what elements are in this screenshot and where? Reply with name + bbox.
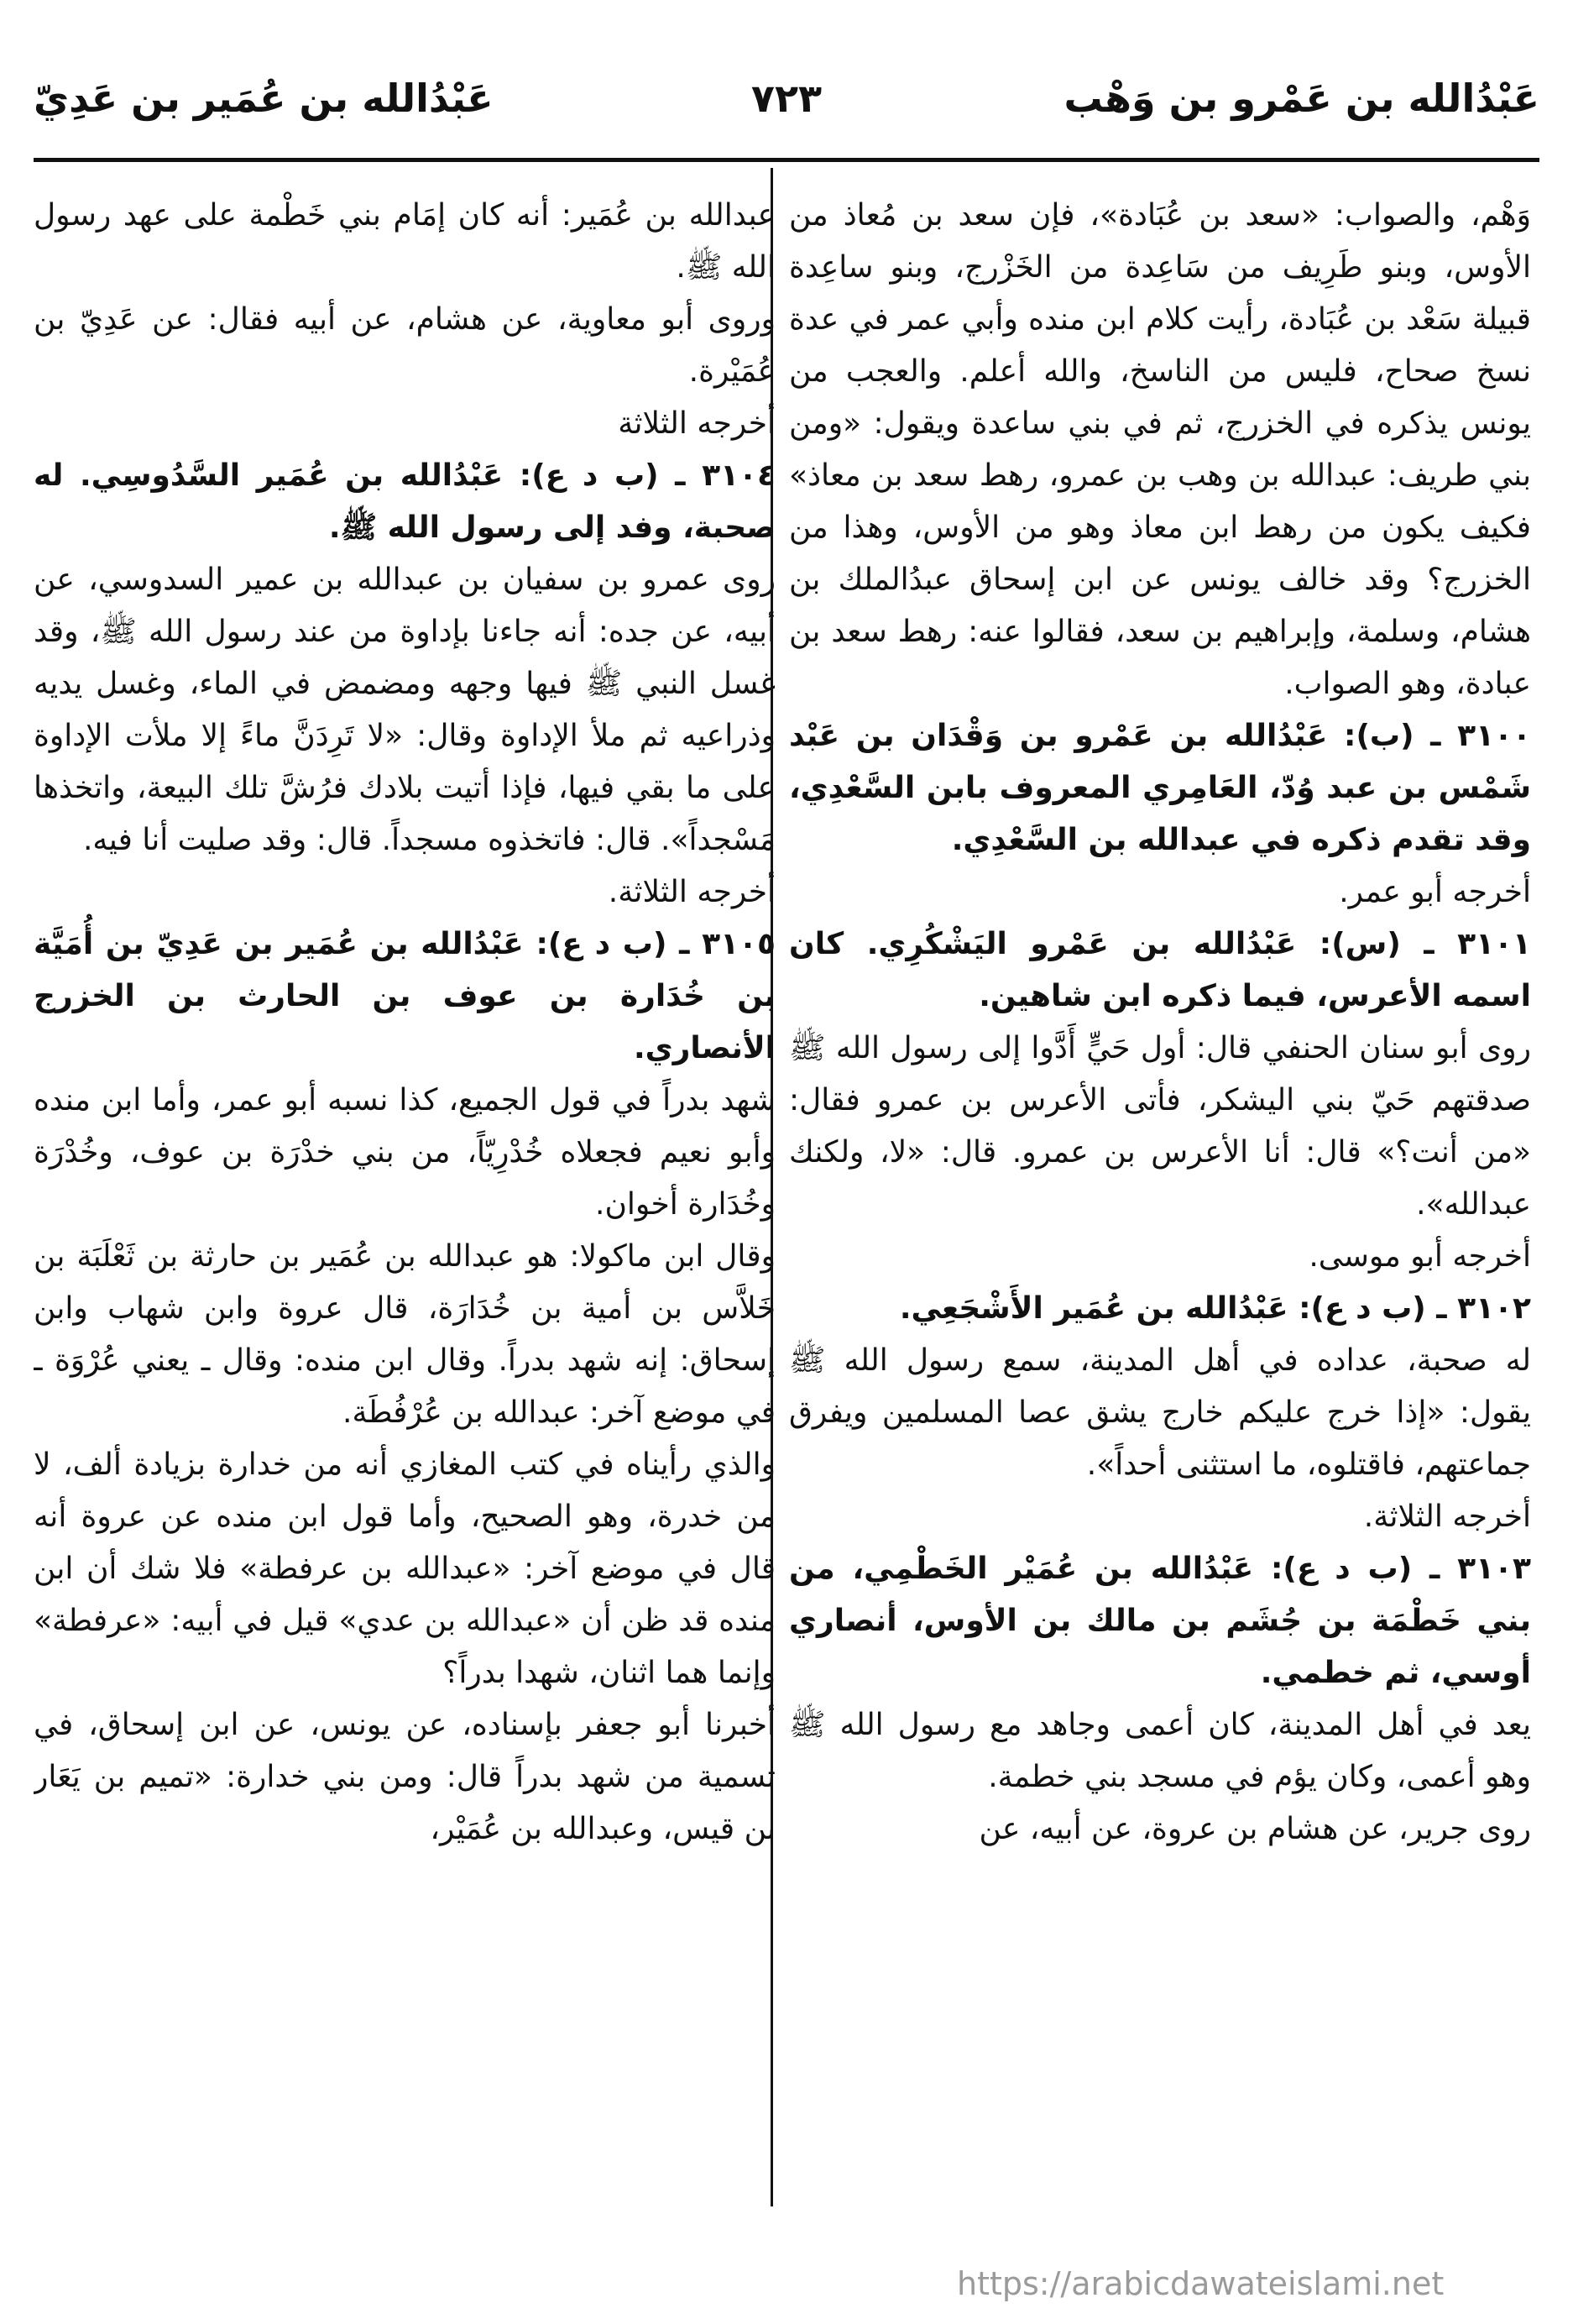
paragraph: روى عمرو بن سفيان بن عبدالله بن عمير السدوسي، عن أبيه، عن جده: أنه جاءنا بإداوة من عند رسول الله ﷺ، وقد غسل النبي ﷺ فيها وجهه ومضمض في الماء، وغسل يديه وذراعيه ثم ملأ الإداوة وقال: «لا تَرِدَنَّ ماءً إلا ملأت الإداوة على ما بقي فيها، فإذا أتيت بلادك فرُشَّ تلك البيعة، واتخذها مَسْجداً». قال: فاتخذوه مسجداً. قال: وقد صليت أنا فيه. xyxy=(34,563,776,857)
paragraph: أخرجه أبو موسى. xyxy=(1309,1239,1531,1274)
page-number: ٧٢٣ xyxy=(750,76,823,121)
paragraph: له صحبة، عداده في أهل المدينة، سمع رسول الله ﷺ يقول: «إذا خرج عليكم خارج يشق عصا المسلمين ويفرق جماعتهم، فاقتلوه، ما استثنى أحداً». xyxy=(789,1343,1531,1482)
running-title-right: عَبْدُالله بن عَمْرو بن وَهْب xyxy=(1063,76,1539,121)
entry-heading: ٣١٠٥ ـ (ب د ع): عَبْدُالله بن عُمَير بن عَدِيّ بن أُمَيَّة بن خُدَارة بن عوف بن الحارث بن الخزرج الأنصاري. xyxy=(34,927,776,1065)
paragraph: شهد بدراً في قول الجميع، كذا نسبه أبو عمر، وأما ابن منده وأبو نعيم فجعلاه خُدْرِيّاً، من بني خدْرَة بن عوف، وخُدْرَة وخُدَارة أخوان. xyxy=(34,1083,776,1222)
paragraph: وَهْم، والصواب: «سعد بن عُبَادة»، فإن سعد بن مُعاذ من الأوس، وبنو طَرِيف من سَاعِدة من الخَزْرج، وبنو ساعِدة قبيلة سَعْد بن عُبَادة، رأيت كلام ابن منده وأبي عمر في عدة نسخ صحاح، فليس من الناسخ، والله أعلم. والعجب من يونس يذكره في الخزرج، ثم في بني ساعدة ويقول: «ومن بني طريف: عبدالله بن وهب بن عمرو، رهط سعد بن معاذ» فكيف يكون من رهط ابن معاذ وهو من الأوس، وهذا من الخزرج؟ وقد خالف يونس عن ابن إسحاق عبدُالملك بن هشام، وسلمة، وإبراهيم بن سعد، فقالوا عنه: رهط سعد بن عبادة، وهو الصواب. xyxy=(789,198,1531,701)
entry-heading: ٣١٠١ ـ (س): عَبْدُالله بن عَمْرو اليَشْكُرِي. كان اسمه الأعرس، فيما ذكره ابن شاهين. xyxy=(789,927,1531,1013)
paragraph: وروى أبو معاوية، عن هشام، عن أبيه فقال: عن عَدِيّ بن عُمَيْرة. xyxy=(34,302,776,389)
paragraph: أخرجه الثلاثة xyxy=(618,406,776,441)
paragraph: عبدالله بن عُمَير: أنه كان إمَام بني خَطْمة على عهد رسول الله ﷺ. xyxy=(34,198,776,285)
paragraph: روى أبو سنان الحنفي قال: أول حَيٍّ أَدَّوا إلى رسول الله ﷺ صدقتهم حَيّ بني اليشكر، فأتى الأعرس بن عمرو فقال: «من أنت؟» قال: أنا الأعرس بن عمرو. قال: «لا، ولكنك عبدالله». xyxy=(789,1031,1531,1222)
header-rule xyxy=(34,158,1539,162)
page-header xyxy=(34,76,1539,151)
right-column xyxy=(789,190,1531,2206)
entry-heading: ٣١٠٢ ـ (ب د ع): عَبْدُالله بن عُمَير الأَشْجَعِي. xyxy=(899,1291,1531,1326)
paragraph: يعد في أهل المدينة، كان أعمى وجاهد مع رسول الله ﷺ وهو أعمى، وكان يؤم في مسجد بني خطمة. xyxy=(789,1708,1531,1794)
paragraph: أخبرنا أبو جعفر بإسناده، عن يونس، عن ابن إسحاق، في تسمية من شهد بدراً قال: ومن بني خدارة: «تميم بن يَعَار بن قيس، وعبدالله بن عُمَيْر، xyxy=(34,1708,776,1846)
running-title-left: عَبْدُالله بن عُمَير بن عَدِيّ xyxy=(34,76,494,121)
entry-heading: ٣١٠٤ ـ (ب د ع): عَبْدُالله بن عُمَير السَّدُوسِي. له صحبة، وفد إلى رسول الله ﷺ. xyxy=(34,458,776,545)
paragraph: روى جرير، عن هشام بن عروة، عن أبيه، عن xyxy=(979,1812,1531,1846)
watermark: https://arabicdawateislami.net xyxy=(957,2265,1445,2302)
paragraph: أخرجه الثلاثة. xyxy=(1363,1500,1531,1534)
paragraph: أخرجه الثلاثة. xyxy=(608,875,776,909)
paragraph: وقال ابن ماكولا: هو عبدالله بن عُمَير بن حارثة بن ثَعْلَبَة بن خَلاَّس بن أمية بن خُدَارَة، قال عروة وابن شهاب وابن إسحاق: إنه شهد بدراً. وقال ابن منده: وقال ـ يعني عُرْوَة ـ في موضع آخر: عبدالله بن عُرْفُطَة. xyxy=(34,1239,776,1430)
entry-heading: ٣١٠٠ ـ (ب): عَبْدُالله بن عَمْرو بن وَقْدَان بن عَبْد شَمْس بن عبد وُدّ، العَامِري المعروف بابن السَّعْدِي، وقد تقدم ذكره في عبدالله بن السَّعْدِي. xyxy=(789,719,1531,857)
paragraph: والذي رأيناه في كتب المغازي أنه من خدارة بزيادة ألف، لا من خدرة، وهو الصحيح، وأما قول ابن منده عن عروة أنه قال في موضع آخر: «عبدالله بن عرفطة» فلا شك أن ابن منده قد ظن أن «عبدالله بن عدي» قيل في أبيه: «عرفطة» وإنما هما اثنان، شهدا بدراً؟ xyxy=(34,1447,776,1690)
paragraph: أخرجه أبو عمر. xyxy=(1339,875,1531,909)
entry-heading: ٣١٠٣ ـ (ب د ع): عَبْدُالله بن عُمَيْر الخَطْمِي، من بني خَطْمَة بن جُشَم بن مالك بن الأوس، أنصاري أوسي، ثم خطمي. xyxy=(789,1552,1531,1690)
left-column xyxy=(34,190,776,2206)
